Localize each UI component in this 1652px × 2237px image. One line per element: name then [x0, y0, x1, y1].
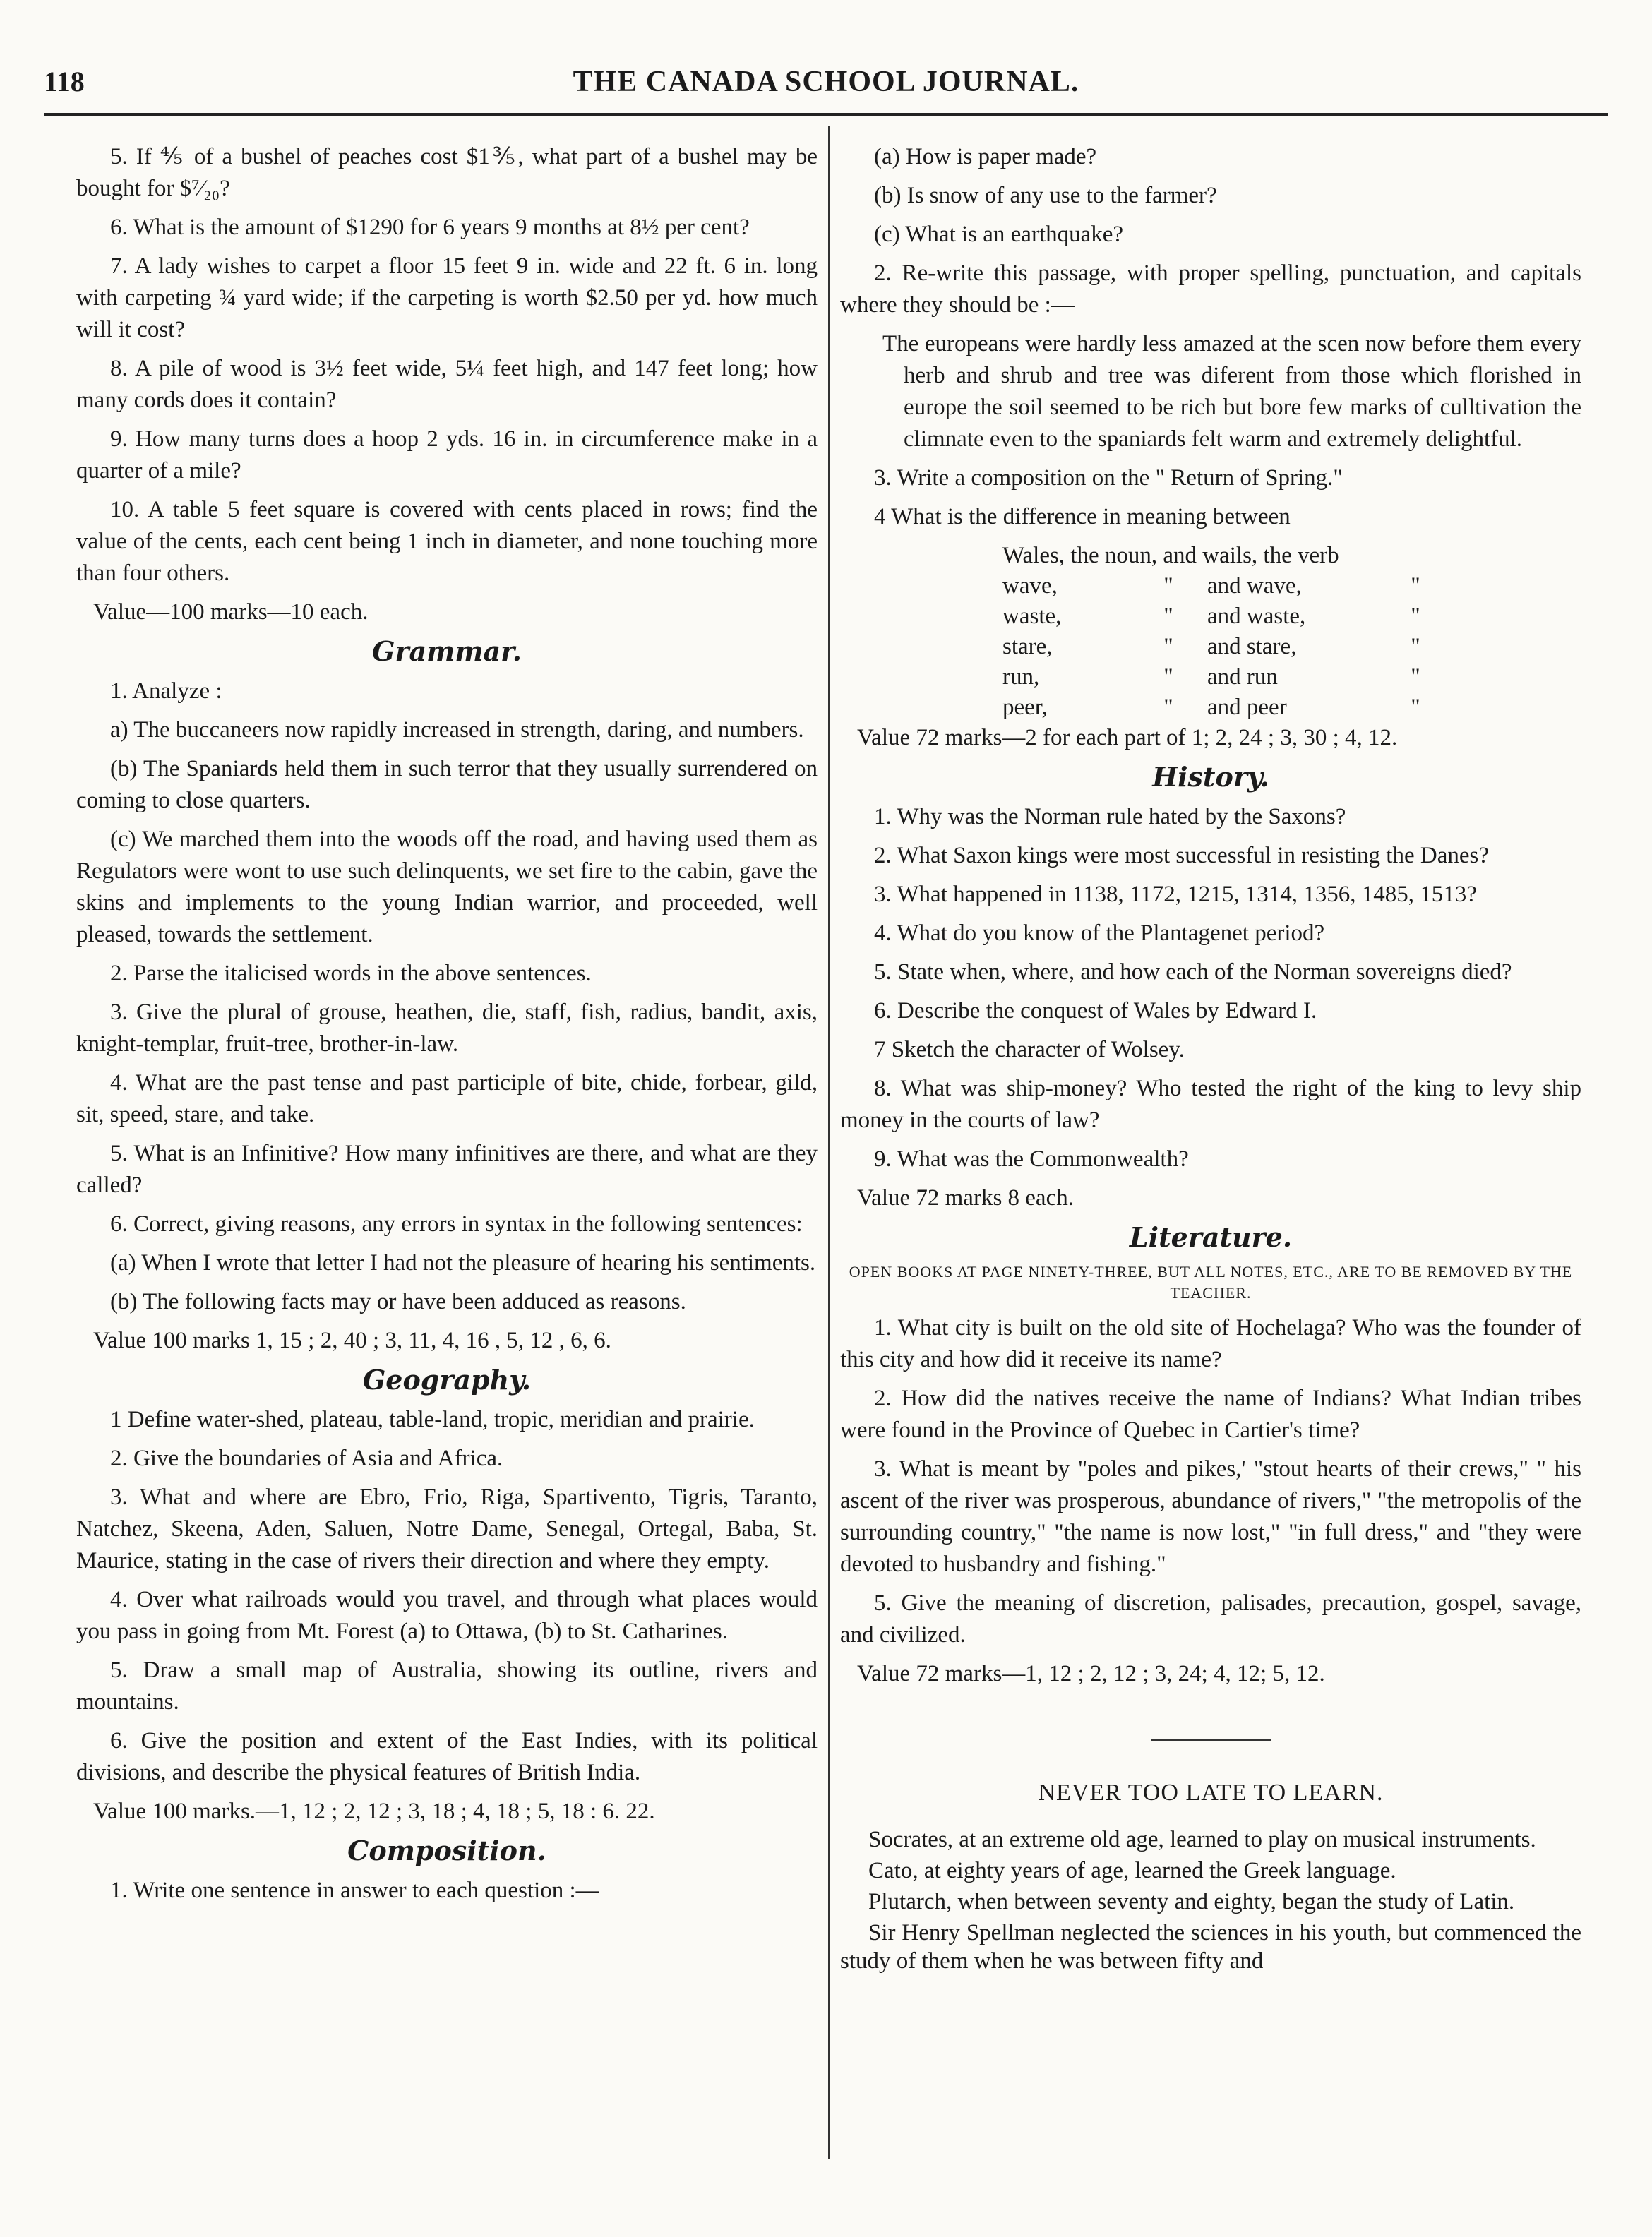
arithmetic-question: 10. A table 5 feet square is covered with cents placed in rows; find the value of the cents, each cent being 1 inch in diameter, and none touching more than four others. — [76, 497, 818, 586]
composition-question: 2. Re-write this passage, with proper spelling, punctuation, and capitals where they should be :— — [840, 260, 1581, 318]
word-pair — [1002, 661, 1581, 692]
grammar-question: 5. What is an Infinitive? How many infinitives are there, and what are they called? — [76, 1141, 818, 1198]
grammar-value: Value 100 marks 1, 15 ; 2, 40 ; 3, 11, 4, 16 , 5, 12 , 6, 6. — [93, 1328, 611, 1353]
ditto-mark: " — [1163, 573, 1173, 599]
ditto-mark: " — [1411, 695, 1420, 720]
composition-question: 4 What is the difference in meaning between — [874, 504, 1291, 529]
history-question: 5. State when, where, and how each of the Norman sovereigns died? — [874, 959, 1512, 985]
composition-subquestion: (c) What is an earthquake? — [874, 222, 1124, 247]
ditto-mark: " — [1163, 634, 1173, 659]
ditto-mark: " — [1411, 573, 1420, 599]
geography-question: 5. Draw a small map of Australia, showing its outline, rivers and mountains. — [76, 1657, 818, 1715]
composition-heading: Composition. — [347, 1835, 546, 1866]
grammar-heading: Grammar. — [372, 635, 522, 667]
article-paragraph: Sir Henry Spellman neglected the sciences in his youth, but commenced the study of them when he was between fifty and — [840, 1920, 1581, 1974]
article-paragraph: Socrates, at an extreme old age, learned to play on musical instruments. — [868, 1827, 1536, 1852]
page-number: 118 — [44, 66, 85, 97]
ditto-mark: " — [1163, 664, 1173, 690]
word-pairs — [840, 540, 1581, 722]
grammar-sentence-b: (b) The Spaniards held them in such terror that they usually surrendered on coming to close quarters. — [76, 756, 818, 813]
literature-question: 5. Give the meaning of discretion, palisades, precaution, gospel, savage, and civilized. — [840, 1590, 1581, 1648]
pair-word: run, — [1002, 664, 1040, 690]
composition-subquestion: (b) Is snow of any use to the farmer? — [874, 183, 1217, 208]
pair-word: waste, — [1002, 604, 1062, 629]
pair-word: and wave, — [1207, 573, 1302, 599]
word-pair — [1002, 601, 1581, 631]
grammar-question: (b) The following facts may or have been adduced as reasons. — [110, 1289, 686, 1314]
column-divider — [828, 126, 830, 2159]
ditto-mark: " — [1411, 604, 1420, 629]
history-question: 6. Describe the conquest of Wales by Edward I. — [874, 998, 1317, 1024]
word-pair-text: Wales, the noun, and wails, the verb — [1002, 543, 1339, 568]
ditto-mark: " — [1163, 695, 1173, 720]
arithmetic-question: 7. A lady wishes to carpet a floor 15 feet 9 in. wide and 22 ft. 6 in. long with carpeting ¾ yard wide; if the carpeting is worth $2.50 per yd. how much will it cost? — [76, 253, 818, 342]
literature-question: 1. What city is built on the old site of Hochelaga? Who was the founder of this city and how did it receive its name? — [840, 1315, 1581, 1372]
word-pair — [1002, 692, 1581, 722]
literature-heading: Literature. — [1129, 1221, 1293, 1253]
history-value: Value 72 marks 8 each. — [857, 1185, 1074, 1211]
word-pair — [1002, 570, 1581, 601]
geography-heading: Geography. — [362, 1364, 532, 1396]
pair-word: and stare, — [1207, 634, 1297, 659]
history-question: 8. What was ship-money? Who tested the right of the king to levy ship money in the courts of law? — [840, 1076, 1581, 1133]
history-question: 2. What Saxon kings were most successful in resisting the Danes? — [874, 843, 1489, 868]
grammar-question: 2. Parse the italicised words in the above sentences. — [110, 961, 592, 986]
geography-question: 1 Define water-shed, plateau, table-land, tropic, meridian and prairie. — [110, 1407, 755, 1432]
grammar-question: (a) When I wrote that letter I had not the pleasure of hearing his sentiments. — [110, 1250, 816, 1276]
grammar-question: 1. Analyze : — [110, 678, 222, 704]
article-paragraph: Cato, at eighty years of age, learned the Greek language. — [868, 1858, 1396, 1883]
geography-question: 4. Over what railroads would you travel, and through what places would you pass in going from Mt. Forest (a) to Ottawa, (b) to St. Catharines. — [76, 1587, 818, 1644]
ditto-mark: " — [1411, 634, 1420, 659]
grammar-sentence-a: a) The buccaneers now rapidly increased in strength, daring, and numbers. — [110, 717, 804, 743]
grammar-question: 4. What are the past tense and past participle of bite, chide, forbear, gild, sit, speed, stare, and take. — [76, 1070, 818, 1127]
header-rule — [44, 113, 1608, 116]
pair-word: and waste, — [1207, 604, 1306, 629]
passage-text: The europeans were hardly less amazed at the scen now before them every herb and shrub and tree was diferent from those which florished in europe the soil seemed to be rich but bore few marks of culltivation the climnate even to the spaniards felt warm and extremely delightful. — [882, 331, 1581, 452]
history-question: 4. What do you know of the Plantagenet period? — [874, 920, 1325, 946]
composition-question: 3. Write a composition on the " Return of Spring." — [874, 465, 1343, 491]
grammar-sentence-c: (c) We marched them into the woods off the road, and having used them as Regulators were wont to use such delinquents, we set fire to the cabin, gave the skins and implements to the young Indian warrior, and proceeded, well pleased, towards the settlement. — [76, 827, 818, 947]
misspelled-passage — [840, 328, 1581, 455]
literature-note: OPEN BOOKS AT PAGE NINETY-THREE, BUT ALL NOTES, ETC., ARE TO BE REMOVED BY THE TEACHER. — [849, 1263, 1573, 1302]
arithmetic-question: 9. How many turns does a hoop 2 yds. 16 in. in circumference make in a quarter of a mile? — [76, 426, 818, 484]
arithmetic-question: 6. What is the amount of $1290 for 6 years 9 months at 8½ per cent? — [110, 215, 750, 240]
geography-value: Value 100 marks.—1, 12 ; 2, 12 ; 3, 18 ; 4, 18 ; 5, 18 : 6. 22. — [93, 1799, 655, 1824]
word-pair — [1002, 631, 1581, 661]
pair-word: peer, — [1002, 695, 1048, 720]
pair-word: stare, — [1002, 634, 1053, 659]
journal-title: THE CANADA SCHOOL JOURNAL. — [573, 66, 1079, 98]
left-column — [76, 141, 818, 1914]
history-question: 9. What was the Commonwealth? — [874, 1146, 1189, 1172]
never-too-late-title: NEVER TOO LATE TO LEARN. — [1038, 1780, 1384, 1806]
history-question: 7 Sketch the character of Wolsey. — [874, 1037, 1185, 1062]
literature-question: 3. What is meant by "poles and pikes,' "stout hearts of their crews," " his ascent of the river was prosperous, abundance of rivers," "the metropolis of the surrounding country," "the name is now lost," "in full dress," and "they were devoted to husbandry and fishing." — [840, 1456, 1581, 1577]
history-question: 3. What happened in 1138, 1172, 1215, 1314, 1356, 1485, 1513? — [874, 882, 1477, 907]
arithmetic-value: Value—100 marks—10 each. — [93, 599, 369, 625]
arithmetic-question: 8. A pile of wood is 3½ feet wide, 5¼ feet high, and 147 feet long; how many cords does it contain? — [76, 356, 818, 413]
section-divider — [1151, 1739, 1271, 1741]
ditto-mark: " — [1163, 604, 1173, 629]
history-question: 1. Why was the Norman rule hated by the Saxons? — [874, 804, 1346, 829]
composition-subquestion: (a) How is paper made? — [874, 144, 1097, 169]
geography-question: 3. What and where are Ebro, Frio, Riga, Spartivento, Tigris, Taranto, Natchez, Skeena, Aden, Saluen, Notre Dame, Senegal, Ortegal, Baba, St. Maurice, stating in the case of rivers their direction and where they empty. — [76, 1485, 818, 1573]
literature-question: 2. How did the natives receive the name of Indians? What Indian tribes were found in the Province of Quebec in Cartier's time? — [840, 1386, 1581, 1443]
literature-value: Value 72 marks—1, 12 ; 2, 12 ; 3, 24; 4, 12; 5, 12. — [857, 1661, 1325, 1686]
ditto-mark: " — [1411, 664, 1420, 690]
geography-question: 2. Give the boundaries of Asia and Africa. — [110, 1446, 503, 1471]
pair-word: and peer — [1207, 695, 1287, 720]
history-heading: History. — [1152, 761, 1269, 793]
geography-question: 6. Give the position and extent of the East Indies, with its political divisions, and describe the physical features of British India. — [76, 1728, 818, 1785]
pair-word: wave, — [1002, 573, 1058, 599]
article-paragraph: Plutarch, when between seventy and eighty, began the study of Latin. — [868, 1889, 1515, 1914]
arithmetic-question: 5. If ⅘ of a bushel of peaches cost $1⅗, what part of a bushel may be bought for $⁷⁄₂₀? — [76, 144, 818, 201]
page-header — [44, 65, 1608, 114]
grammar-question: 3. Give the plural of grouse, heathen, die, staff, fish, radius, bandit, axis, knight-templar, fruit-tree, brother-in-law. — [76, 1000, 818, 1057]
composition-question: 1. Write one sentence in answer to each question :— — [110, 1878, 599, 1903]
word-pair-first — [1002, 540, 1581, 570]
composition-value: Value 72 marks—2 for each part of 1; 2, 24 ; 3, 30 ; 4, 12. — [857, 725, 1398, 750]
right-column — [840, 141, 1581, 1978]
grammar-question: 6. Correct, giving reasons, any errors in syntax in the following sentences: — [110, 1211, 803, 1237]
pair-word: and run — [1207, 664, 1278, 690]
